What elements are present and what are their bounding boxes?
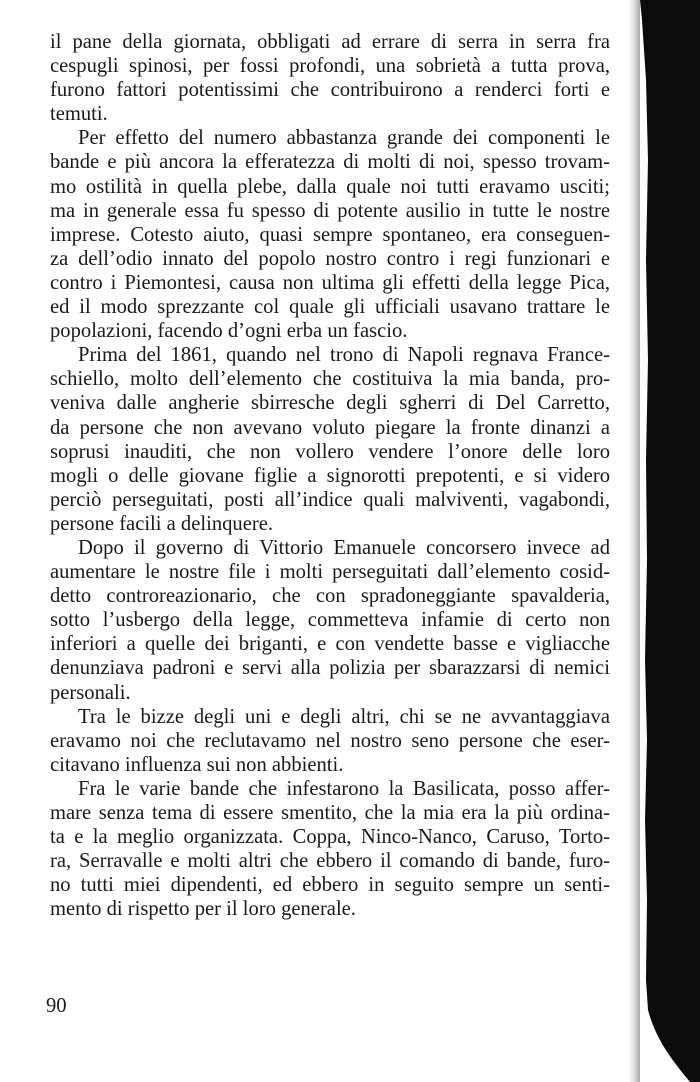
text-line: persone facili a delinquere. [50,512,273,535]
text-line: za dell’odio innato del popolo nostro contro i regi funzionari e [50,247,610,270]
text-line: detto controreazionario, che con spradoneggiante spavalderia, [50,585,610,608]
text-line: veniva dalle angherie sbirresche degli sgherri di Del Carretto, [50,392,610,415]
text-line: popolazioni, facendo d’ogni erba un fascio. [50,320,408,343]
text-line: Per effetto del numero abbastanza grande dei componenti le [78,127,610,150]
text-line: ra, Serravalle e molti altri che ebbero il comando di bande, furo- [50,850,610,873]
text-line: Tra le bizze degli uni e degli altri, chi se ne avvantaggiava [78,705,610,728]
text-line: schiello, molto dell’elemento che costituiva la mia banda, pro- [50,368,610,391]
text-line: soprusi inauditi, che non vollero vendere l’onore delle loro [50,440,610,463]
text-line: inferiori a quelle dei briganti, e con vendette basse e vigliacche [50,633,610,656]
text-line: bande e più ancora la efferatezza di molti di noi, spesso trovam- [50,151,610,174]
text-line: ma in generale essa fu spesso di potente ausilio in tutte le nostre [50,199,610,222]
text-line: denunziava padroni e servi alla polizia per sbarazzarsi di nemici [50,657,610,680]
text-line: contro i Piemontesi, causa non ultima gli effetti della legge Pica, [50,271,610,294]
text-line: mento di rispetto per il loro generale. [50,898,356,921]
text-line: Fra le varie bande che infestarono la Basilicata, posso affer- [78,777,610,800]
text-line: ta e la meglio organizzata. Coppa, Ninco-Nanco, Caruso, Torto- [50,826,610,849]
text-line: sotto l’usbergo della legge, commetteva infamie di certo non [50,609,610,632]
text-line: Dopo il governo di Vittorio Emanuele concorsero invece ad [78,536,610,559]
text-line: cespugli spinosi, per fossi profondi, una sobrietà a tutta prova, [50,55,610,78]
body-text [50,30,610,921]
text-line: imprese. Cotesto aiuto, quasi sempre spontaneo, era conseguen- [50,223,610,246]
text-line: furono fattori potentissimi che contribuirono a renderci forti e [50,79,610,102]
text-line: ed il modo sprezzante col quale gli ufficiali usavano trattare le [50,296,610,319]
text-line: mare senza tema di essere smentito, che la mia era la più ordina- [50,802,610,824]
text-line: Prima del 1861, quando nel trono di Napoli regnava France- [78,344,610,367]
text-line: temuti. [50,103,108,126]
text-line: personali. [50,681,131,704]
text-line: citavano influenza sui non abbienti. [50,753,344,776]
text-line: no tutti miei dipendenti, ed ebbero in seguito sempre un senti- [50,874,610,897]
page-number: 90 [46,995,67,1017]
text-line: mogli o delle giovane figlie a signorotti prepotenti, e si videro [50,464,610,487]
text-line: da persone che non avevano voluto piegare la fronte dinanzi a [50,416,610,439]
text-line: mo ostilità in quella plebe, dalla quale noi tutti eravamo usciti; [50,175,610,198]
text-line: perciò perseguitati, posti all’indice quali malviventi, vagabondi, [50,488,610,511]
text-line: il pane della giornata, obbligati ad errare di serra in serra fra [50,31,610,53]
text-line: aumentare le nostre file i molti perseguitati dall’elemento cosid- [50,561,610,584]
text-line: eravamo noi che reclutavamo nel nostro seno persone che eser- [50,729,610,752]
